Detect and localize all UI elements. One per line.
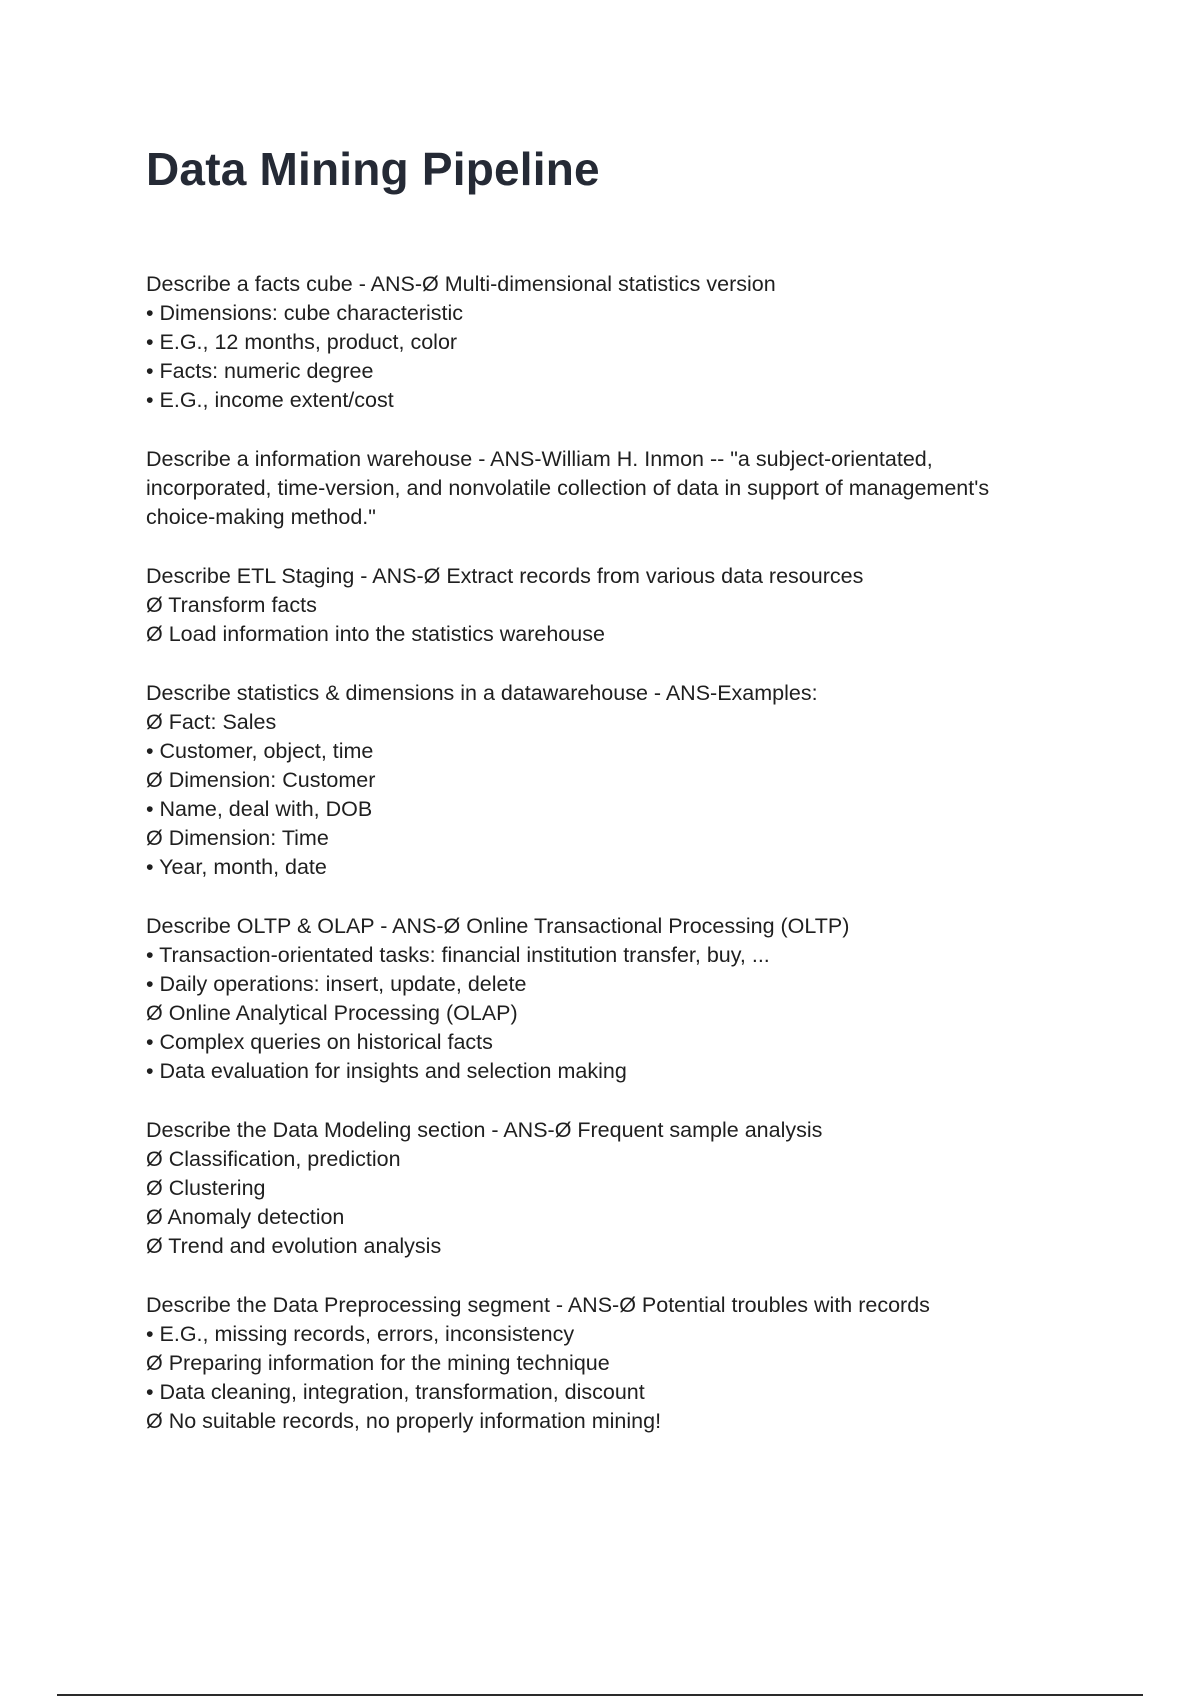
answer-line: Ø Anomaly detection xyxy=(146,1205,345,1229)
answer-line: incorporated, time-version, and nonvolatile collection of data in support of management's xyxy=(146,476,990,500)
answer-line: • Year, month, date xyxy=(146,855,327,879)
answer-line: Ø Online Analytical Processing (OLAP) xyxy=(146,1001,518,1025)
qa-block xyxy=(146,562,1046,649)
answer-line: Ø Load information into the statistics warehouse xyxy=(146,622,605,646)
answer-line: • Name, deal with, DOB xyxy=(146,797,373,821)
answer-line: • Data cleaning, integration, transformation, discount xyxy=(146,1380,645,1404)
answer-line: • Data evaluation for insights and selection making xyxy=(146,1059,627,1083)
question-line: Describe OLTP & OLAP - ANS-Ø Online Transactional Processing (OLTP) xyxy=(146,914,850,938)
question-line: Describe a information warehouse - ANS-William H. Inmon -- "a subject-orientated, xyxy=(146,447,933,471)
answer-line: choice-making method." xyxy=(146,505,376,529)
qa-block xyxy=(146,1116,1046,1261)
answer-line: • Customer, object, time xyxy=(146,739,374,763)
answer-line: Ø No suitable records, no properly information mining! xyxy=(146,1409,662,1433)
answer-line: Ø Classification, prediction xyxy=(146,1147,401,1171)
document-body xyxy=(146,270,1046,1466)
answer-line: Ø Clustering xyxy=(146,1176,266,1200)
qa-block xyxy=(146,679,1046,882)
qa-block xyxy=(146,270,1046,415)
answer-line: Ø Dimension: Time xyxy=(146,826,329,850)
question-line: Describe statistics & dimensions in a datawarehouse - ANS-Examples: xyxy=(146,681,818,705)
answer-line: • Transaction-orientated tasks: financial institution transfer, buy, ... xyxy=(146,943,770,967)
answer-line: • Facts: numeric degree xyxy=(146,359,374,383)
answer-line: Ø Preparing information for the mining technique xyxy=(146,1351,610,1375)
answer-line: Ø Trend and evolution analysis xyxy=(146,1234,442,1258)
answer-line: • Dimensions: cube characteristic xyxy=(146,301,464,325)
answer-line: Ø Fact: Sales xyxy=(146,710,277,734)
answer-line: • Daily operations: insert, update, delete xyxy=(146,972,527,996)
question-line: Describe the Data Preprocessing segment - ANS-Ø Potential troubles with records xyxy=(146,1293,930,1317)
answer-line: Ø Dimension: Customer xyxy=(146,768,376,792)
qa-block xyxy=(146,1291,1046,1436)
footer-divider xyxy=(57,1694,1143,1696)
question-line: Describe the Data Modeling section - ANS-Ø Frequent sample analysis xyxy=(146,1118,823,1142)
question-line: Describe a facts cube - ANS-Ø Multi-dimensional statistics version xyxy=(146,272,776,296)
answer-line: • E.G., 12 months, product, color xyxy=(146,330,458,354)
answer-line: Ø Transform facts xyxy=(146,593,317,617)
qa-block xyxy=(146,912,1046,1086)
answer-line: • E.G., income extent/cost xyxy=(146,388,394,412)
qa-block xyxy=(146,445,1046,532)
question-line: Describe ETL Staging - ANS-Ø Extract records from various data resources xyxy=(146,564,864,588)
answer-line: • E.G., missing records, errors, inconsistency xyxy=(146,1322,575,1346)
page-title: Data Mining Pipeline xyxy=(146,143,600,195)
answer-line: • Complex queries on historical facts xyxy=(146,1030,493,1054)
